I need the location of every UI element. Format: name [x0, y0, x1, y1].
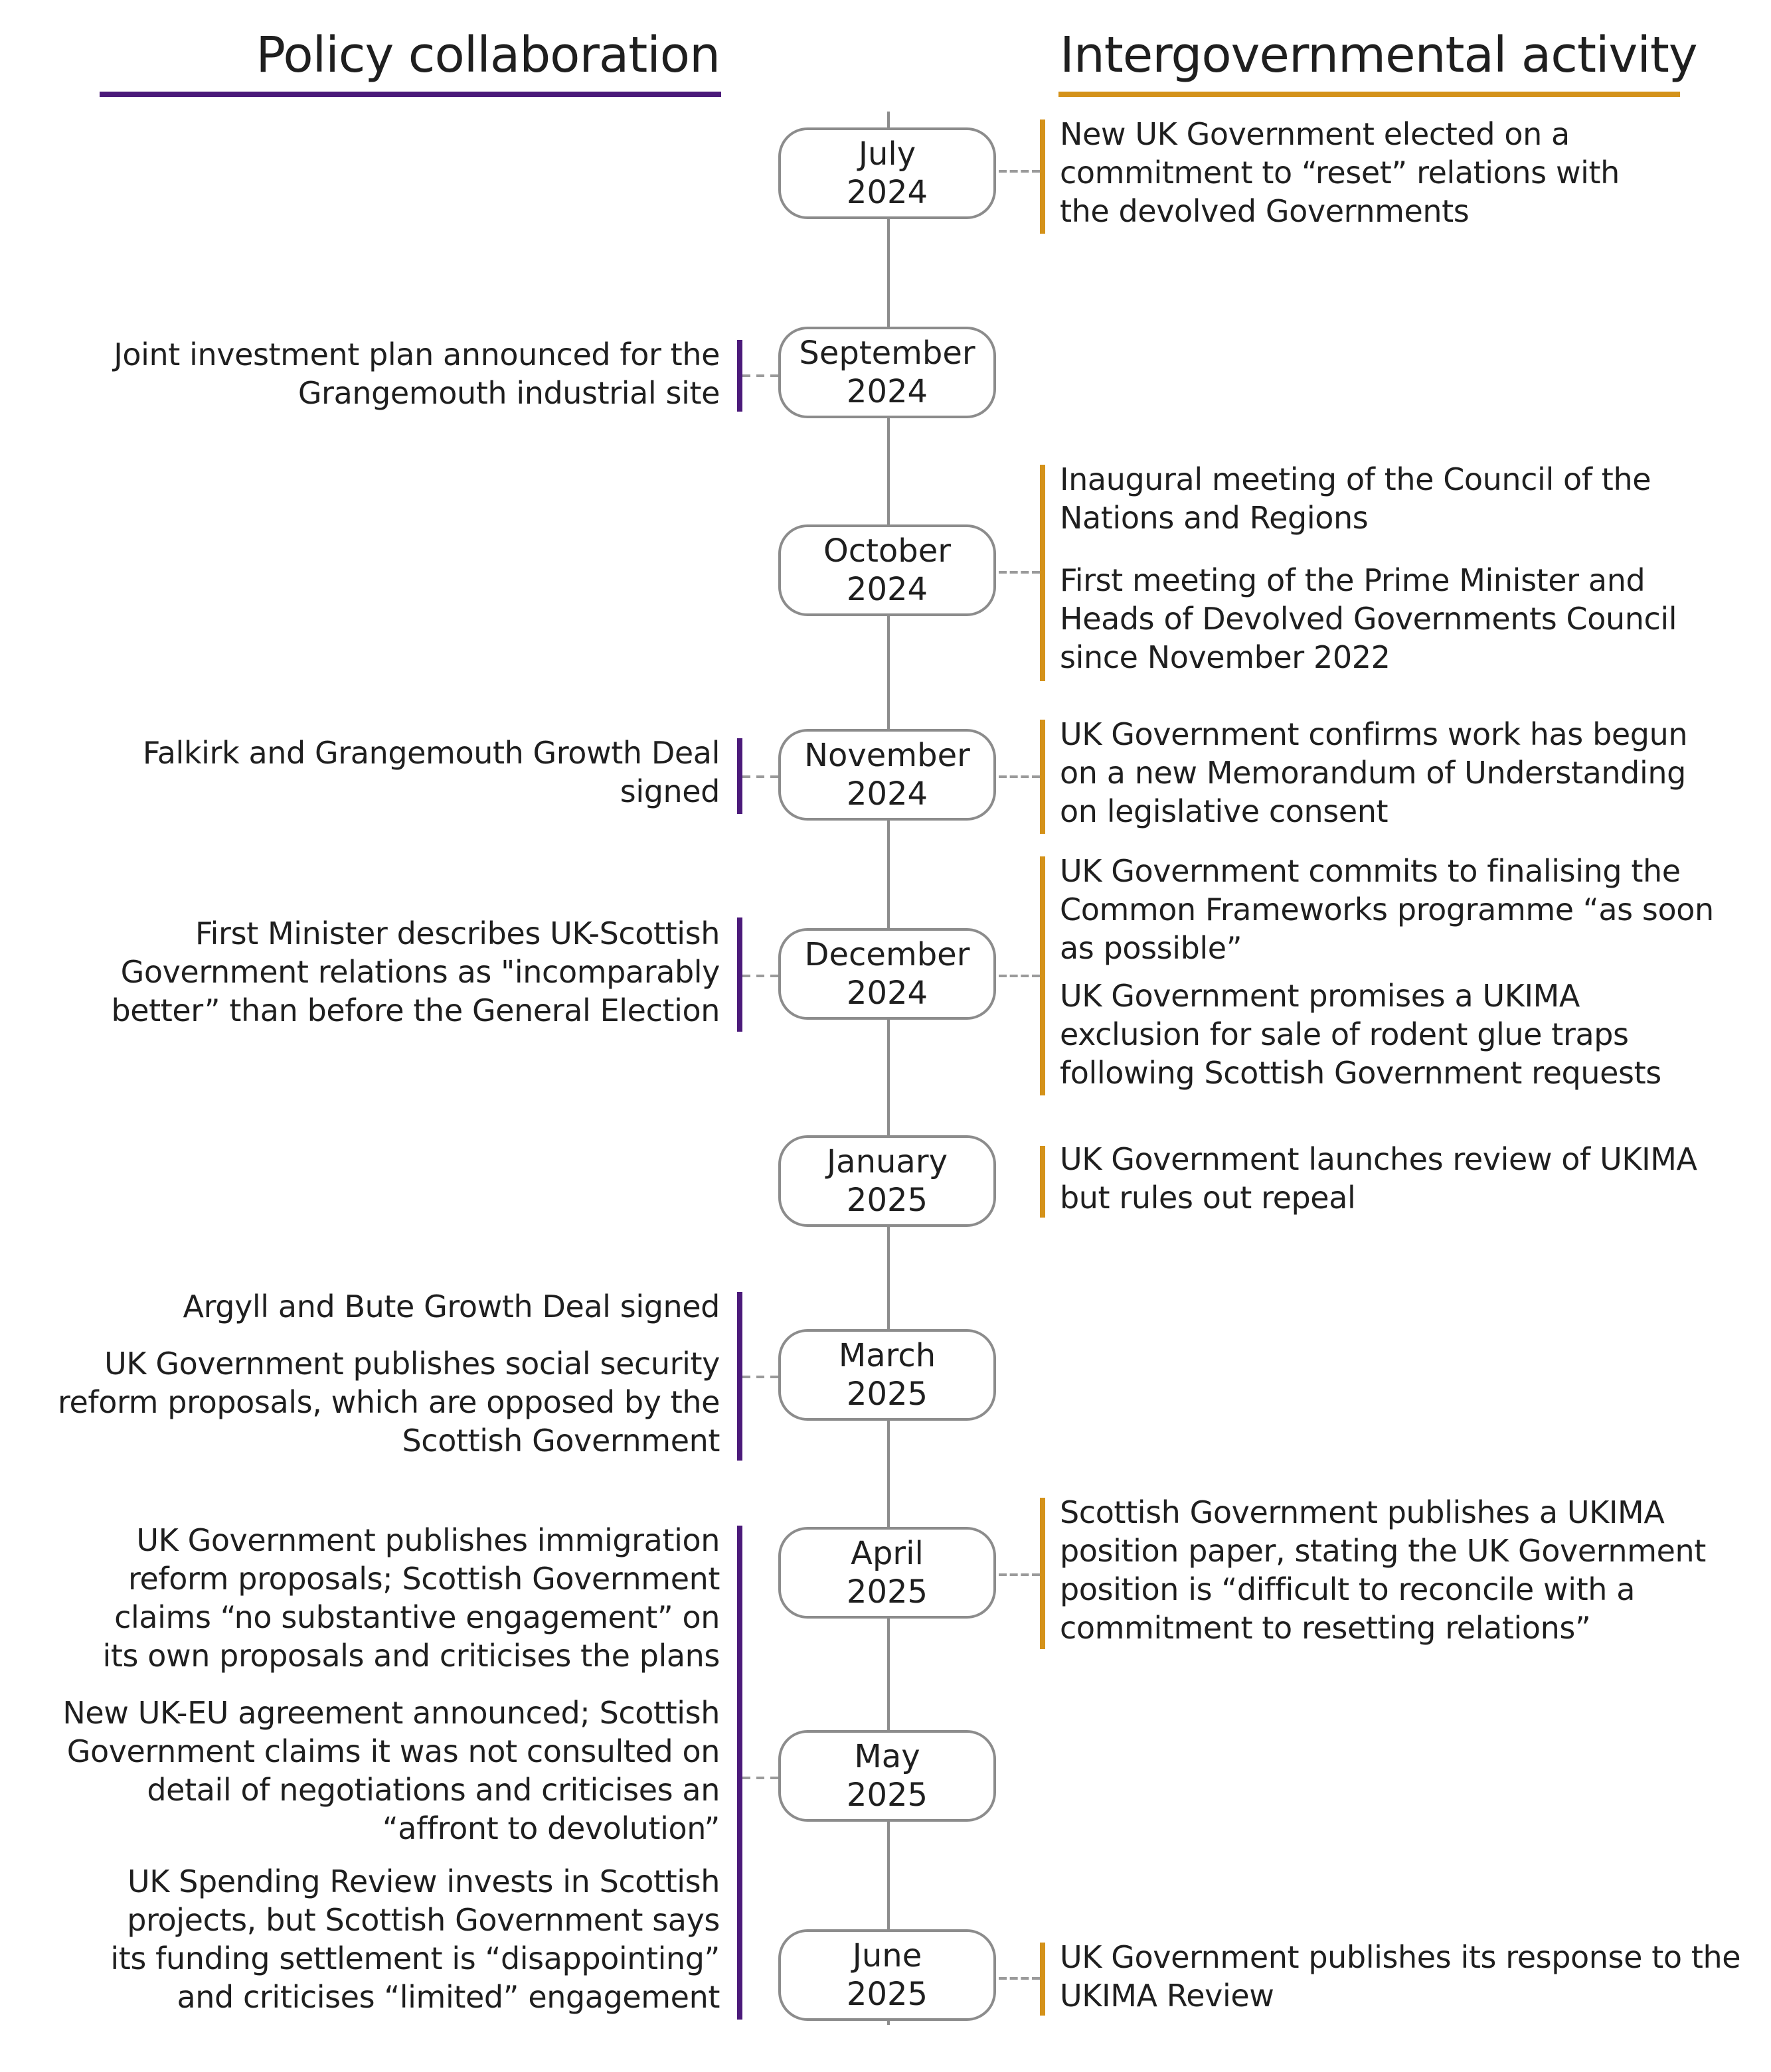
date-year: 2024 — [846, 775, 928, 813]
date-june-2025 — [778, 1929, 996, 2021]
date-may-2025 — [778, 1730, 996, 1822]
date-year: 2024 — [846, 373, 928, 410]
date-year: 2024 — [846, 174, 928, 211]
connector-march-2025 — [742, 1376, 778, 1378]
date-year: 2025 — [846, 1777, 928, 1814]
intergov-bar-december-2024 — [1040, 856, 1045, 1095]
policy-event-social-security-reform: UK Government publishes social security reform proposals, which are opposed by the Scottish Government — [58, 1348, 720, 1459]
intergov-bar-april-2025 — [1040, 1498, 1045, 1649]
intergov-bar-november-2024 — [1040, 720, 1045, 834]
intergov-event-ukima-position-paper: Scottish Government publishes a UKIMA position paper, stating the UK Government position is “difficult to reconcile with a commitment to resetting relations” — [1060, 1496, 1706, 1646]
date-month: July — [858, 135, 916, 173]
connector-november-2024-right — [999, 775, 1040, 778]
date-april-2025 — [778, 1527, 996, 1619]
date-month: April — [851, 1535, 924, 1572]
date-year: 2025 — [846, 1573, 928, 1611]
date-september-2024 — [778, 327, 996, 418]
date-month: December — [804, 936, 970, 973]
date-month: May — [854, 1738, 920, 1775]
date-year: 2025 — [846, 1976, 928, 2013]
intergov-event-rodent-glue-traps: UK Government promises a UKIMA exclusion for sale of rodent glue traps following Scottish Government requests — [1060, 980, 1661, 1091]
connector-june-2025 — [999, 1977, 1040, 1980]
connector-october-2024 — [999, 571, 1040, 574]
policy-bar-march-2025 — [737, 1292, 742, 1461]
connector-july-2024 — [999, 170, 1040, 173]
connector-may-2025 — [742, 1777, 778, 1779]
date-year: 2025 — [846, 1182, 928, 1219]
connector-december-2024-right — [999, 975, 1040, 977]
policy-collaboration-heading: Policy collaboration — [256, 27, 720, 84]
date-year: 2024 — [846, 975, 928, 1012]
intergov-event-council-nations-regions: Inaugural meeting of the Council of the Nations and Regions — [1060, 463, 1651, 536]
policy-event-first-minister-relations: First Minister describes UK-Scottish Government relations as "incomparably better” than before the General Election — [111, 917, 720, 1029]
date-july-2024 — [778, 127, 996, 219]
policy-event-spending-review: UK Spending Review invests in Scottish projects, but Scottish Government says its funding settlement is “disappointing” and criticises “limited” engagement — [110, 1866, 720, 2016]
policy-heading-underline — [100, 92, 721, 97]
date-month: January — [827, 1143, 948, 1180]
policy-bar-november-2024 — [737, 738, 742, 814]
connector-december-2024-left — [742, 975, 778, 977]
date-year: 2025 — [846, 1376, 928, 1413]
date-month: October — [823, 532, 952, 570]
connector-april-2025 — [999, 1573, 1040, 1576]
intergov-event-new-uk-government: New UK Government elected on a commitment to “reset” relations with the devolved Governments — [1060, 118, 1620, 230]
policy-bar-april-june-2025 — [737, 1526, 742, 2020]
date-month: June — [852, 1937, 922, 1974]
policy-bar-september-2024 — [737, 340, 742, 412]
intergov-event-common-frameworks: UK Government commits to finalising the Common Frameworks programme “as soon as possible” — [1060, 855, 1714, 967]
intergov-event-ukima-review-launch: UK Government launches review of UKIMA but rules out repeal — [1060, 1143, 1697, 1216]
date-month: November — [804, 737, 970, 774]
policy-event-falkirk-growth-deal: Falkirk and Grangemouth Growth Deal signed — [142, 737, 720, 810]
policy-event-grangemouth-investment: Joint investment plan announced for the Grangemouth industrial site — [114, 339, 720, 412]
intergov-bar-june-2025 — [1040, 1943, 1045, 2016]
policy-event-argyll-bute-growth-deal: Argyll and Bute Growth Deal signed — [183, 1291, 720, 1325]
intergov-bar-january-2025 — [1040, 1146, 1045, 1218]
date-november-2024 — [778, 729, 996, 821]
intergov-event-pm-heads-council: First meeting of the Prime Minister and Heads of Devolved Governments Council since November 2022 — [1060, 564, 1677, 676]
connector-november-2024 — [742, 775, 778, 778]
date-january-2025 — [778, 1135, 996, 1227]
date-year: 2024 — [846, 571, 928, 608]
intergov-event-ukima-review-response: UK Government publishes its response to the UKIMA Review — [1060, 1941, 1741, 2014]
date-october-2024 — [778, 524, 996, 616]
policy-event-uk-eu-agreement: New UK-EU agreement announced; Scottish Government claims it was not consulted on detail of negotiations and criticises an “affront to devolution” — [62, 1697, 720, 1847]
date-month: September — [799, 335, 975, 372]
intergovernmental-activity-heading: Intergovernmental activity — [1060, 27, 1697, 84]
intergov-heading-underline — [1058, 92, 1680, 97]
intergov-bar-october-2024 — [1040, 465, 1045, 681]
policy-bar-december-2024 — [737, 917, 742, 1032]
connector-september-2024 — [742, 374, 778, 377]
date-month: March — [838, 1337, 936, 1374]
policy-event-immigration-reform: UK Government publishes immigration reform proposals; Scottish Government claims “no substantive engagement” on its own proposals and criticises the plans — [102, 1524, 720, 1674]
intergov-event-memorandum-understanding: UK Government confirms work has begun on a new Memorandum of Understanding on legislative consent — [1060, 718, 1688, 830]
date-march-2025 — [778, 1329, 996, 1421]
date-december-2024 — [778, 928, 996, 1020]
intergov-bar-july-2024 — [1040, 120, 1045, 234]
